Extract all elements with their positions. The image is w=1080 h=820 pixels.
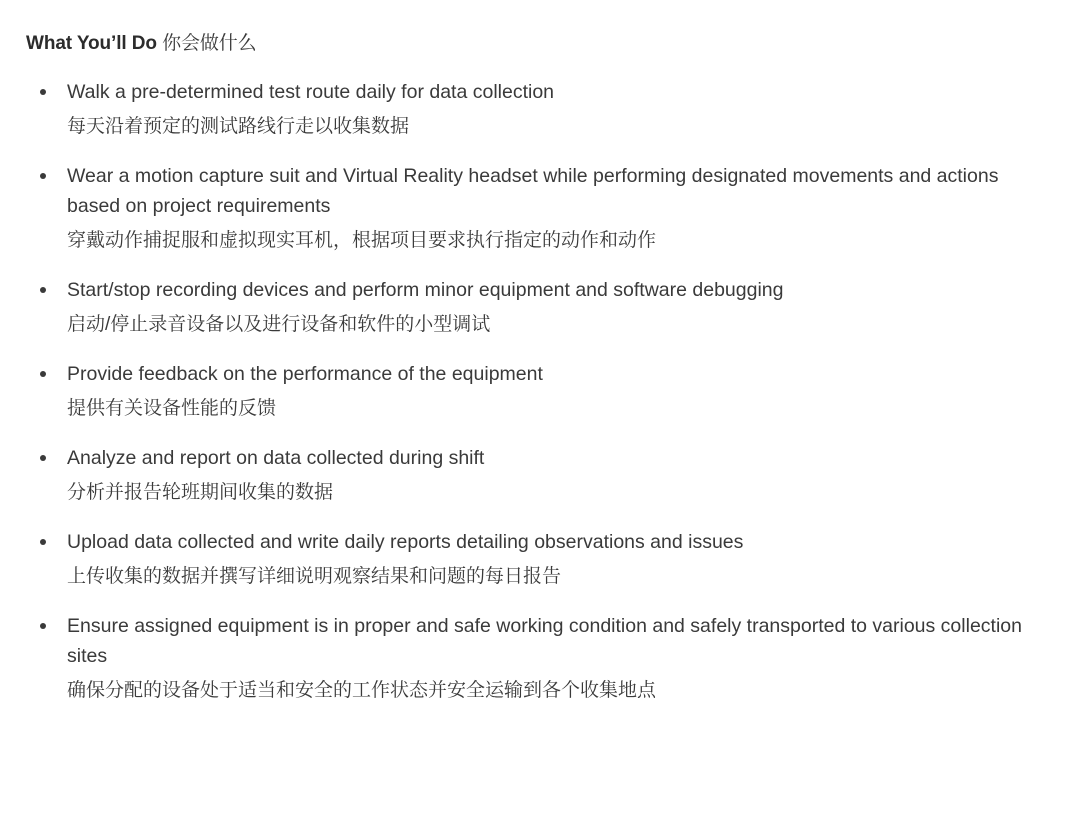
bullet-icon bbox=[40, 455, 46, 461]
item-text-zh: 确保分配的设备处于适当和安全的工作状态并安全运输到各个收集地点 bbox=[67, 680, 657, 701]
item-text-en: Wear a motion capture suit and Virtual Reality headset while performing designated movements and actions based on project requirements bbox=[67, 165, 999, 217]
bullet-icon bbox=[40, 287, 46, 293]
bullet-icon bbox=[40, 89, 46, 95]
item-text-zh: 穿戴动作捕捉服和虚拟现实耳机，根据项目要求执行指定的动作和动作 bbox=[67, 230, 657, 251]
list-item bbox=[26, 359, 1056, 423]
item-text-zh: 分析并报告轮班期间收集的数据 bbox=[67, 482, 334, 503]
item-text-en: Provide feedback on the performance of the equipment bbox=[67, 363, 543, 385]
item-text-zh: 上传收集的数据并撰写详细说明观察结果和问题的每日报告 bbox=[67, 566, 562, 587]
item-text-en: Analyze and report on data collected during shift bbox=[67, 447, 485, 469]
list-item bbox=[26, 161, 1056, 255]
list-item bbox=[26, 77, 1056, 141]
bullet-icon bbox=[40, 371, 46, 377]
section-title-en: What You’ll Do bbox=[26, 33, 157, 54]
list-item bbox=[26, 611, 1056, 705]
bullet-icon bbox=[40, 623, 46, 629]
duties-list bbox=[26, 77, 1056, 705]
bullet-icon bbox=[40, 173, 46, 179]
item-text-en: Upload data collected and write daily reports detailing observations and issues bbox=[67, 531, 744, 553]
item-text-zh: 提供有关设备性能的反馈 bbox=[67, 398, 277, 419]
what-youll-do-section bbox=[26, 30, 1056, 725]
item-text-zh: 每天沿着预定的测试路线行走以收集数据 bbox=[67, 116, 410, 137]
item-text-zh: 启动/停止录音设备以及进行设备和软件的小型调试 bbox=[67, 314, 491, 335]
item-text-en: Ensure assigned equipment is in proper and safe working condition and safely transported to various collection sites bbox=[67, 615, 1022, 667]
section-title-zh: 你会做什么 bbox=[162, 33, 257, 54]
bullet-icon bbox=[40, 539, 46, 545]
item-text-en: Walk a pre-determined test route daily for data collection bbox=[67, 81, 555, 103]
list-item bbox=[26, 443, 1056, 507]
item-text-en: Start/stop recording devices and perform minor equipment and software debugging bbox=[67, 279, 784, 301]
section-title bbox=[26, 30, 1056, 58]
list-item bbox=[26, 275, 1056, 339]
list-item bbox=[26, 527, 1056, 591]
